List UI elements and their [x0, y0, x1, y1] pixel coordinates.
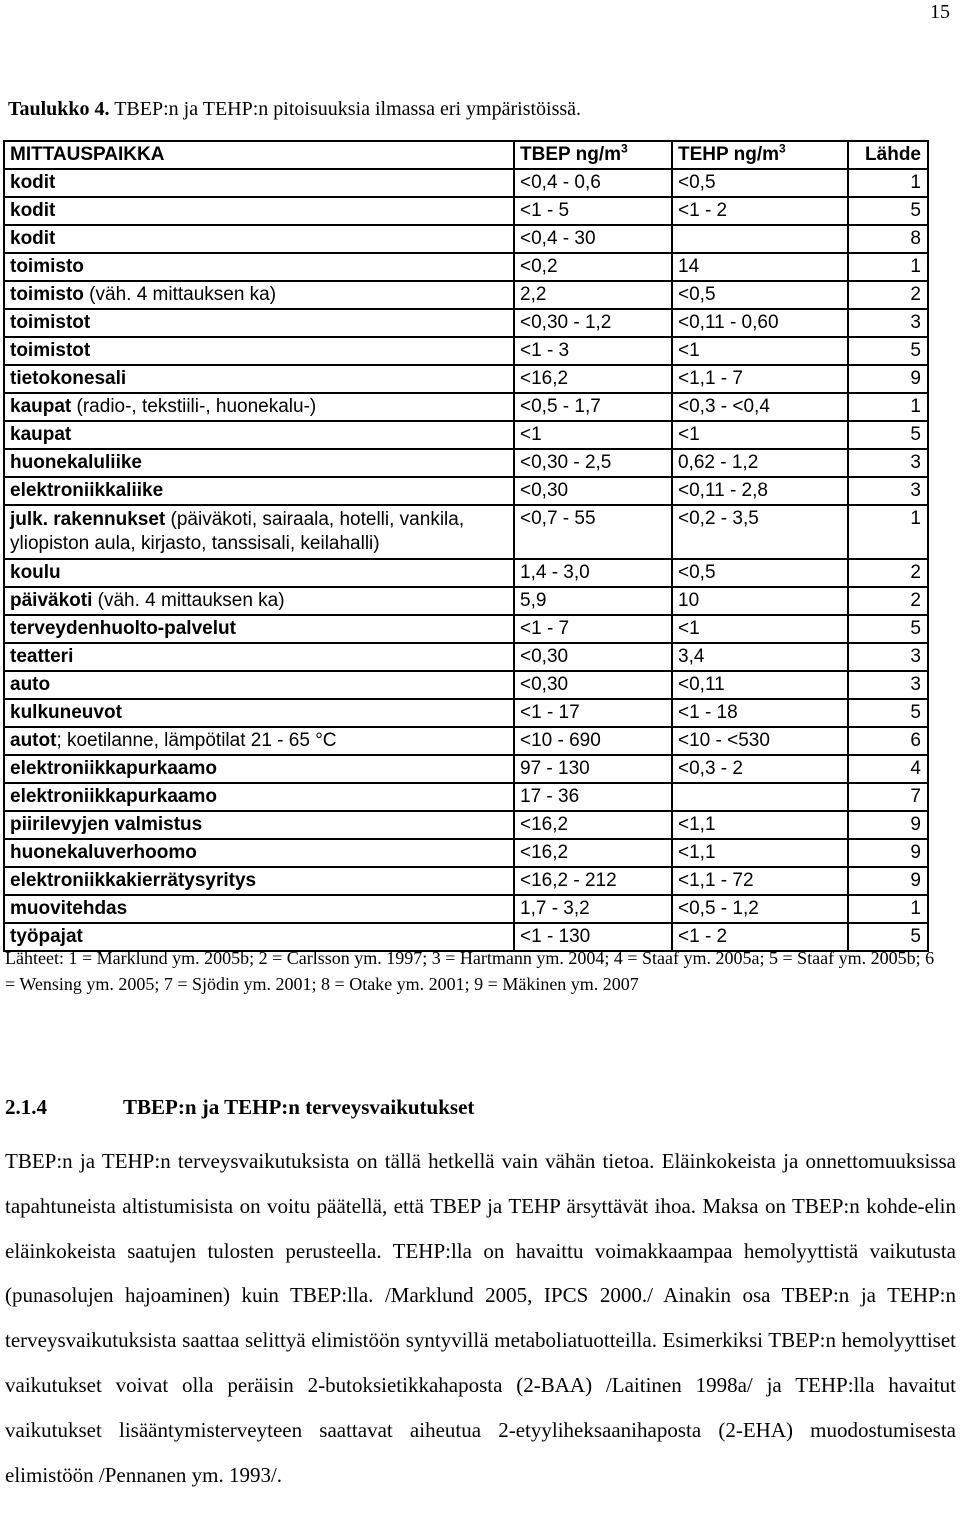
header-tehp-sup: 3: [779, 141, 786, 156]
cell-source: 9: [848, 365, 928, 393]
cell-place-main: elektroniikkakierrätysyritys: [10, 870, 257, 891]
cell-tehp: <1,1: [672, 839, 848, 867]
header-place: MITTAUSPAIKKA: [4, 141, 514, 169]
cell-tehp: <0,3 - 2: [672, 755, 848, 783]
cell-tehp: 3,4: [672, 643, 848, 671]
cell-place-detail: (väh. 4 mittauksen ka): [92, 590, 285, 611]
cell-tbep: <16,2: [514, 365, 672, 393]
cell-place: [4, 559, 514, 587]
cell-source: 3: [848, 449, 928, 477]
cell-tehp: <0,11 - 0,60: [672, 309, 848, 337]
cell-place-main: elektroniikkapurkaamo: [10, 786, 217, 807]
cell-place-main: kulkuneuvot: [10, 702, 122, 723]
cell-place-main: päiväkoti: [10, 590, 93, 611]
cell-source: 9: [848, 839, 928, 867]
cell-tehp: <1 - 18: [672, 699, 848, 727]
table-row: [4, 169, 928, 197]
cell-place-main: toimisto: [10, 284, 84, 305]
header-tbep-label: TBEP ng/m: [520, 144, 621, 165]
table-row: [4, 727, 928, 755]
cell-place: [4, 309, 514, 337]
cell-source: 3: [848, 671, 928, 699]
cell-place-main: toimisto: [10, 256, 84, 277]
cell-place: [4, 895, 514, 923]
cell-tehp: <1: [672, 615, 848, 643]
table-row: [4, 309, 928, 337]
cell-tehp: 10: [672, 587, 848, 615]
cell-place-detail: (päiväkoti, sairaala, hotelli, vankila, yliopiston aula, kirjasto, tanssisali, keilahalli): [10, 509, 465, 554]
cell-tbep: <0,4 - 0,6: [514, 169, 672, 197]
cell-place-main: elektroniikkaliike: [10, 480, 164, 501]
body-paragraph: TBEP:n ja TEHP:n terveysvaikutuksista on tällä hetkellä vain vähän tietoa. Eläinkokeista ja onnettomuuksissa tapahtuneista altistumisista on voitu päätellä, että TBEP ja TEHP ärsyttävät ihoa. Maksa on TBEP:n kohde-elin eläinkokeista saatujen tulosten perusteella. TEHP:lla on havaittu voimakkaampaa hemolyyttistä vaikutusta (punasolujen hajoaminen) kuin TBEP:lla. /Marklund 2005, IPCS 2000./ Ainakin osa TBEP:n ja TEHP:n terveysvaikutuksista saattaa selittyä elimistöön syntyvillä metaboliatuotteilla. Esimerkiksi TBEP:n hemolyyttiset vaikutukset voivat olla peräisin 2-butoksietikkahaposta (2-BAA) /Laitinen 1998a/ ja TEHP:lla havaitut vaikutukset lisääntymisterveyteen saattavat aiheutua 2-etyyliheksaanihaposta (2-EHA) muodostumisesta elimistöön /Pennanen ym. 1993/.: [5, 1149, 956, 1487]
cell-place-main: kodit: [10, 228, 56, 249]
cell-tbep: 17 - 36: [514, 783, 672, 811]
cell-place: [4, 421, 514, 449]
cell-place-main: elektroniikkapurkaamo: [10, 758, 217, 779]
cell-tehp: <0,11 - 2,8: [672, 477, 848, 505]
cell-tbep: <1 - 130: [514, 923, 672, 951]
cell-tehp: <0,5: [672, 281, 848, 309]
cell-tehp: <0,3 - <0,4: [672, 393, 848, 421]
cell-place-main: tietokonesali: [10, 368, 127, 389]
cell-place-main: kaupat: [10, 396, 72, 417]
cell-place-main: piirilevyjen valmistus: [10, 814, 203, 835]
cell-place-main: teatteri: [10, 646, 74, 667]
cell-source: 1: [848, 253, 928, 281]
table-row: [4, 895, 928, 923]
cell-source: 9: [848, 811, 928, 839]
table-row: [4, 281, 928, 309]
cell-place-main: kodit: [10, 200, 56, 221]
cell-tbep: <0,30: [514, 671, 672, 699]
cell-source: 9: [848, 867, 928, 895]
cell-source: 3: [848, 309, 928, 337]
cell-tbep: <1 - 17: [514, 699, 672, 727]
cell-tbep: <16,2: [514, 839, 672, 867]
cell-place: [4, 839, 514, 867]
concentration-table: [3, 140, 929, 952]
cell-tbep: <0,2: [514, 253, 672, 281]
cell-place-main: huonekaluliike: [10, 452, 142, 473]
cell-source: 1: [848, 393, 928, 421]
cell-place: [4, 699, 514, 727]
cell-source: 5: [848, 615, 928, 643]
cell-tehp: <1,1: [672, 811, 848, 839]
cell-tehp: <0,2 - 3,5: [672, 505, 848, 559]
cell-tehp: <0,5 - 1,2: [672, 895, 848, 923]
cell-tehp: 14: [672, 253, 848, 281]
cell-tehp: [672, 225, 848, 253]
cell-source: 3: [848, 477, 928, 505]
cell-tehp: <0,5: [672, 559, 848, 587]
cell-place-main: kaupat: [10, 424, 72, 445]
cell-place-main: toimistot: [10, 312, 91, 333]
table-row: [4, 197, 928, 225]
table-row: [4, 421, 928, 449]
cell-source: 1: [848, 169, 928, 197]
cell-place: [4, 197, 514, 225]
cell-place: [4, 587, 514, 615]
cell-place-main: huonekaluverhoomo: [10, 842, 197, 863]
cell-place: [4, 449, 514, 477]
cell-place: [4, 727, 514, 755]
cell-tehp: <1 - 2: [672, 923, 848, 951]
cell-tbep: <1 - 3: [514, 337, 672, 365]
cell-place: [4, 281, 514, 309]
cell-tehp: <1 - 2: [672, 197, 848, 225]
cell-place: [4, 253, 514, 281]
header-tehp: [672, 141, 848, 169]
header-source: Lähde: [848, 141, 928, 169]
cell-tbep: <1 - 7: [514, 615, 672, 643]
cell-source: 2: [848, 281, 928, 309]
table-row: [4, 867, 928, 895]
cell-place: [4, 365, 514, 393]
table-row: [4, 839, 928, 867]
cell-place: [4, 867, 514, 895]
table-row: [4, 643, 928, 671]
cell-place-main: terveydenhuolto-palvelut: [10, 618, 236, 639]
cell-tbep: <0,30 - 1,2: [514, 309, 672, 337]
cell-place-main: työpajat: [10, 926, 83, 947]
table-row: [4, 587, 928, 615]
table-row: [4, 755, 928, 783]
cell-tbep: <1: [514, 421, 672, 449]
table-row: [4, 671, 928, 699]
cell-place-main: autot: [10, 730, 57, 751]
cell-tehp: <1,1 - 7: [672, 365, 848, 393]
table-row: [4, 559, 928, 587]
cell-source: 8: [848, 225, 928, 253]
cell-place: [4, 755, 514, 783]
cell-place: [4, 643, 514, 671]
table-row: [4, 449, 928, 477]
cell-tbep: 5,9: [514, 587, 672, 615]
cell-place-main: muovitehdas: [10, 898, 128, 919]
cell-source: 5: [848, 197, 928, 225]
section-title: TBEP:n ja TEHP:n terveysvaikutukset: [123, 1095, 475, 1119]
sources-note: Lähteet: 1 = Marklund ym. 2005b; 2 = Carlsson ym. 1997; 3 = Hartmann ym. 2004; 4 = Staaf ym. 2005a; 5 = Staaf ym. 2005b; 6 = Wensing ym. 2005; 7 = Sjödin ym. 2001; 8 = Otake ym. 2001; 9 = Mäkinen ym. 2007: [5, 948, 935, 994]
cell-place-main: koulu: [10, 562, 61, 583]
cell-tbep: <0,5 - 1,7: [514, 393, 672, 421]
cell-tbep: <0,30: [514, 643, 672, 671]
table-caption-label: Taulukko 4.: [8, 98, 110, 120]
header-tehp-label: TEHP ng/m: [678, 144, 779, 165]
cell-place: [4, 811, 514, 839]
cell-tbep: 97 - 130: [514, 755, 672, 783]
cell-tehp: 0,62 - 1,2: [672, 449, 848, 477]
cell-place: [4, 477, 514, 505]
cell-place: [4, 671, 514, 699]
table-body: [4, 169, 928, 951]
cell-source: 4: [848, 755, 928, 783]
cell-source: 7: [848, 783, 928, 811]
cell-tbep: <1 - 5: [514, 197, 672, 225]
table-row: [4, 393, 928, 421]
cell-tbep: <16,2 - 212: [514, 867, 672, 895]
cell-place: [4, 393, 514, 421]
cell-place: [4, 783, 514, 811]
table-row: [4, 337, 928, 365]
cell-place-detail: (väh. 4 mittauksen ka): [83, 284, 277, 305]
cell-place-main: toimistot: [10, 340, 91, 361]
cell-source: 1: [848, 895, 928, 923]
cell-tbep: <0,30: [514, 477, 672, 505]
cell-source: 5: [848, 421, 928, 449]
cell-tbep: 2,2: [514, 281, 672, 309]
table-row: [4, 505, 928, 559]
cell-source: 2: [848, 587, 928, 615]
cell-place-detail: ; koetilanne, lämpötilat 21 - 65 °C: [56, 730, 337, 751]
table-row: [4, 253, 928, 281]
cell-source: 1: [848, 505, 928, 559]
cell-place-main: kodit: [10, 172, 56, 193]
cell-tehp: <1: [672, 421, 848, 449]
table-row: [4, 365, 928, 393]
table-row: [4, 225, 928, 253]
cell-place: [4, 505, 514, 559]
cell-place: [4, 337, 514, 365]
cell-source: 5: [848, 337, 928, 365]
cell-tbep: 1,7 - 3,2: [514, 895, 672, 923]
page-number: 15: [930, 1, 950, 23]
cell-place-detail: (radio-, tekstiili-, huonekalu-): [71, 396, 317, 417]
cell-source: 6: [848, 727, 928, 755]
cell-source: 5: [848, 923, 928, 951]
cell-tbep: <10 - 690: [514, 727, 672, 755]
cell-place-main: auto: [10, 674, 51, 695]
table-header-row: [4, 141, 928, 169]
table-row: [4, 811, 928, 839]
header-tbep: [514, 141, 672, 169]
cell-tbep: 1,4 - 3,0: [514, 559, 672, 587]
table-caption-text: TBEP:n ja TEHP:n pitoisuuksia ilmassa eri ympäristöissä.: [109, 98, 582, 120]
cell-source: 5: [848, 699, 928, 727]
section-heading: [5, 1094, 474, 1120]
cell-tbep: <0,4 - 30: [514, 225, 672, 253]
table-row: [4, 477, 928, 505]
header-tbep-sup: 3: [621, 141, 628, 156]
cell-tbep: <0,30 - 2,5: [514, 449, 672, 477]
cell-tehp: <0,11: [672, 671, 848, 699]
cell-place: [4, 225, 514, 253]
cell-tehp: <0,5: [672, 169, 848, 197]
cell-tehp: <1,1 - 72: [672, 867, 848, 895]
cell-place: [4, 169, 514, 197]
table-row: [4, 615, 928, 643]
cell-source: 3: [848, 643, 928, 671]
table-row: [4, 699, 928, 727]
table-row: [4, 783, 928, 811]
cell-tehp: [672, 783, 848, 811]
section-number: 2.1.4: [5, 1095, 47, 1119]
cell-place-main: julk. rakennukset: [10, 509, 166, 530]
cell-tbep: <0,7 - 55: [514, 505, 672, 559]
cell-tbep: <16,2: [514, 811, 672, 839]
cell-place: [4, 615, 514, 643]
cell-tehp: <1: [672, 337, 848, 365]
cell-tehp: <10 - <530: [672, 727, 848, 755]
cell-source: 2: [848, 559, 928, 587]
table-caption: [8, 97, 581, 121]
